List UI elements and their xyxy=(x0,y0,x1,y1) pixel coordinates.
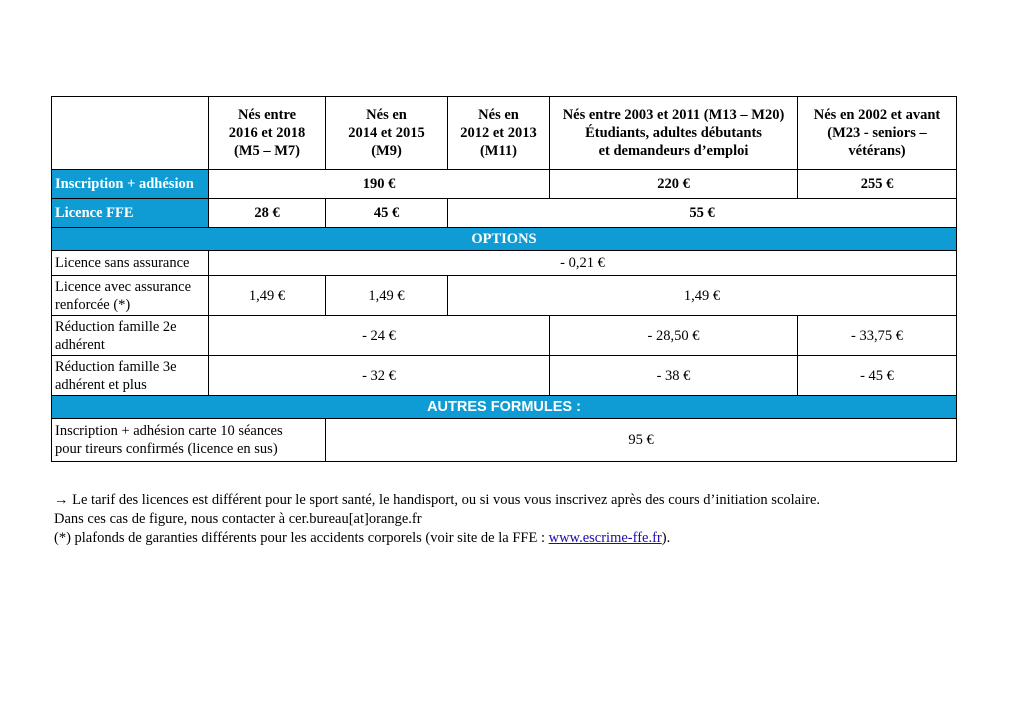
header-line: Nés en xyxy=(366,107,407,123)
label-line: Réduction famille 3e xyxy=(55,358,177,375)
label-line: adhérent et plus xyxy=(55,376,147,393)
label-line: Inscription + adhésion carte 10 séances xyxy=(55,423,283,439)
tarifs-table xyxy=(51,96,957,462)
section-title-autres-formules: AUTRES FORMULES : xyxy=(52,396,957,419)
options-band xyxy=(52,228,957,251)
price-cell: 28 € xyxy=(209,199,326,228)
header-line: Étudiants, adultes débutants xyxy=(585,125,762,141)
price-cell: - 45 € xyxy=(798,356,957,396)
header-line: 2016 et 2018 xyxy=(228,125,306,141)
row-label xyxy=(52,316,209,356)
price-cell: - 32 € xyxy=(209,356,550,396)
price-cell: - 24 € xyxy=(209,316,550,356)
label-line: Réduction famille 2e xyxy=(55,318,177,335)
label-line: renforcée (*) xyxy=(55,296,131,313)
label-line: adhérent xyxy=(55,336,105,353)
row-reduction-famille-3 xyxy=(52,356,957,396)
header-row xyxy=(52,97,957,170)
price-cell: 1,49 € xyxy=(326,276,448,316)
price-cell: - 33,75 € xyxy=(798,316,957,356)
header-col-m5-m7 xyxy=(209,97,326,170)
header-line: vétérans) xyxy=(848,143,906,159)
label-line: pour tireurs confirmés (licence en sus) xyxy=(55,441,278,457)
section-title-options: OPTIONS xyxy=(52,228,957,251)
ffe-website-link[interactable]: www.escrime-ffe.fr xyxy=(548,530,662,546)
header-line: Nés entre xyxy=(237,107,297,123)
header-line: (M23 - seniors – xyxy=(827,125,927,141)
note-line xyxy=(54,529,820,548)
price-cell: 220 € xyxy=(550,170,798,199)
header-line: Nés entre 2003 et 2011 (M13 – M20) xyxy=(562,107,785,123)
price-cell: 1,49 € xyxy=(209,276,326,316)
autres-formules-band xyxy=(52,396,957,419)
label-line: Licence avec assurance xyxy=(55,278,192,295)
note-text: (*) plafonds de garanties différents pour les accidents corporels (voir site de la FFE : xyxy=(54,530,549,546)
note-text: ). xyxy=(661,530,671,546)
price-cell: 255 € xyxy=(798,170,957,199)
row-licence-sans-assurance xyxy=(52,251,957,276)
price-cell: - 0,21 € xyxy=(209,251,957,276)
price-cell: 190 € xyxy=(209,170,550,199)
row-label: Licence FFE xyxy=(52,199,209,228)
header-line: (M11) xyxy=(479,143,518,159)
price-cell: 1,49 € xyxy=(448,276,957,316)
header-line: Nés en 2002 et avant xyxy=(813,107,941,123)
row-licence-ffe xyxy=(52,199,957,228)
note-line: → Le tarif des licences est différent pour le sport santé, le handisport, ou si vous vous inscrivez après des cours d’initiation scolaire. xyxy=(54,492,821,508)
row-label xyxy=(52,356,209,396)
price-cell: - 28,50 € xyxy=(550,316,798,356)
row-label: Licence sans assurance xyxy=(52,251,209,276)
header-line: et demandeurs d’emploi xyxy=(598,143,749,159)
row-inscription xyxy=(52,170,957,199)
header-line: Nés en xyxy=(478,107,519,123)
price-cell: - 38 € xyxy=(550,356,798,396)
header-line: 2012 et 2013 xyxy=(460,125,537,141)
row-label xyxy=(52,419,326,462)
header-col-m13-m20 xyxy=(550,97,798,170)
row-label: Inscription + adhésion xyxy=(52,170,209,199)
price-cell: 45 € xyxy=(326,199,448,228)
footnotes xyxy=(54,491,820,548)
header-empty-cell xyxy=(52,97,209,170)
header-line: (M9) xyxy=(371,143,402,159)
header-col-m9 xyxy=(326,97,448,170)
row-label xyxy=(52,276,209,316)
header-col-m11 xyxy=(448,97,550,170)
row-reduction-famille-2 xyxy=(52,316,957,356)
header-line: (M5 – M7) xyxy=(233,143,301,159)
price-cell: 95 € xyxy=(326,419,957,462)
row-carte-10-seances xyxy=(52,419,957,462)
row-licence-avec-assurance xyxy=(52,276,957,316)
header-col-m23 xyxy=(798,97,957,170)
header-line: 2014 et 2015 xyxy=(348,125,425,141)
price-cell: 55 € xyxy=(448,199,957,228)
note-line: Dans ces cas de figure, nous contacter à cer.bureau[at]orange.fr xyxy=(54,511,422,527)
